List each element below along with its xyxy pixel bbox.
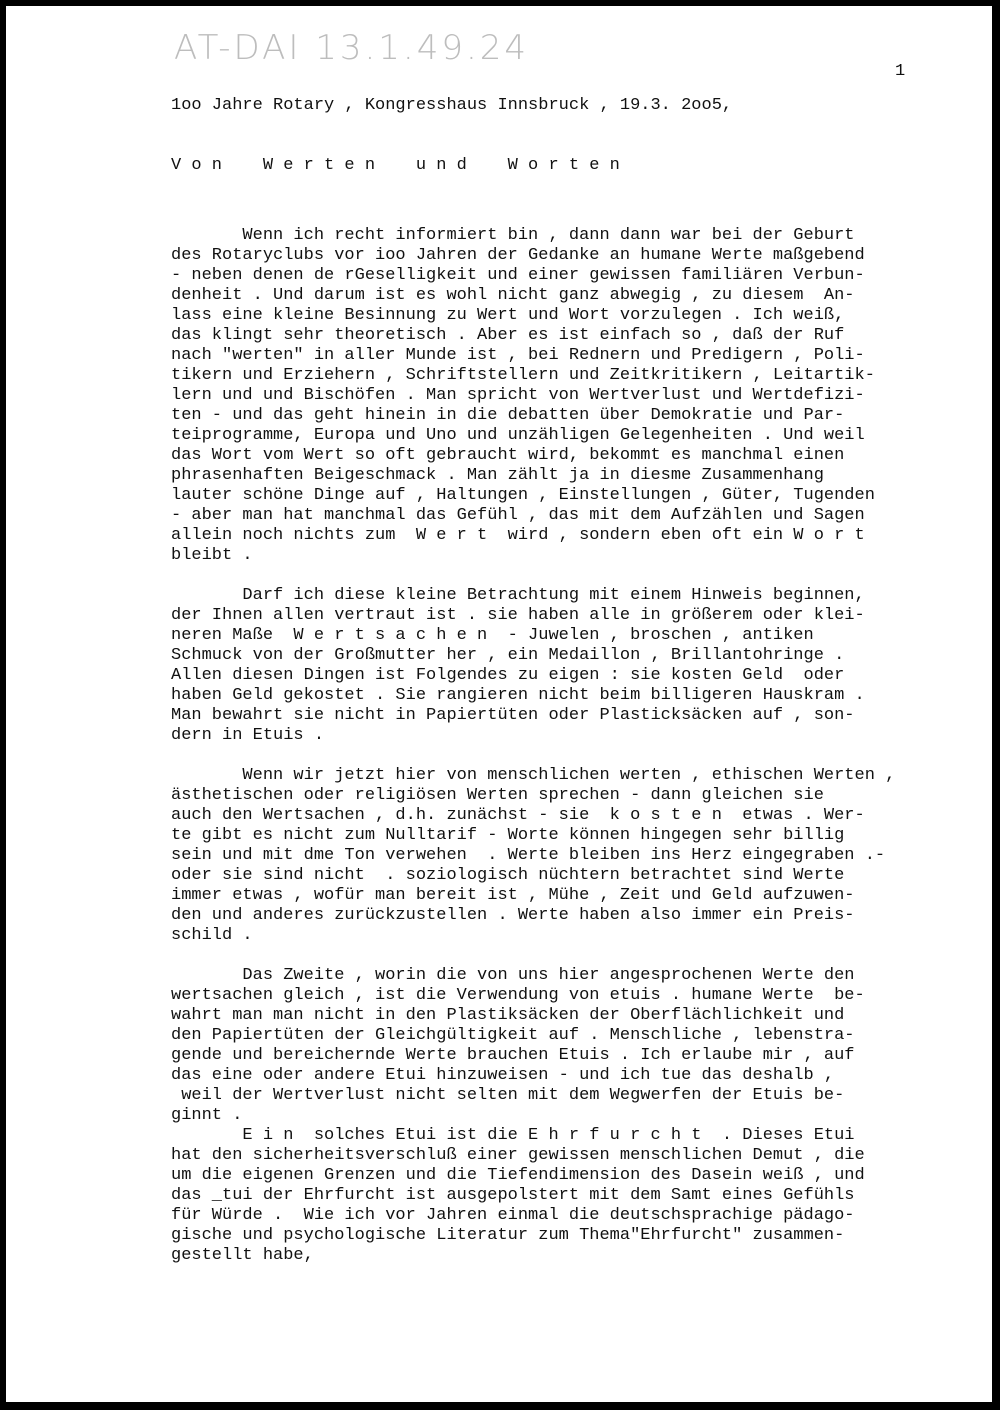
text-line: nach "werten" in aller Munde ist , bei Rednern und Predigern , Poli- xyxy=(171,346,865,365)
text-line: hat den sicherheitsverschluß einer gewissen menschlichen Demut , die xyxy=(171,1146,865,1165)
text-line: das eine oder andere Etui hinzuweisen - und ich tue das deshalb , xyxy=(171,1066,835,1085)
text-line: gende und bereichernde Werte brauchen Etuis . Ich erlaube mir , auf xyxy=(171,1046,855,1065)
text-line: Schmuck von der Großmutter her , ein Medaillon , Brillantohringe . xyxy=(171,646,845,665)
text-line: das Wort vom Wert so oft gebraucht wird, bekommt es manchmal einen xyxy=(171,446,845,465)
text-line: ginnt . xyxy=(171,1106,243,1125)
text-line: ten - und das geht hinein in die debatten über Demokratie und Par- xyxy=(171,406,845,425)
text-line: Das Zweite , worin die von uns hier angesprochenen Werte den xyxy=(171,966,855,985)
text-line: haben Geld gekostet . Sie rangieren nicht beim billigeren Hauskram . xyxy=(171,686,865,705)
text-line: oder sie sind nicht . soziologisch nüchtern betrachtet sind Werte xyxy=(171,866,845,885)
text-line: den Papiertüten der Gleichgültigkeit auf . Menschliche , lebenstra- xyxy=(171,1026,855,1045)
text-line: phrasenhaften Beigeschmack . Man zählt ja in diesme Zusammenhang xyxy=(171,466,824,485)
text-line: den und anderes zurückzustellen . Werte haben also immer ein Preis- xyxy=(171,906,855,925)
text-line: Wenn wir jetzt hier von menschlichen werten , ethischen Werten , xyxy=(171,766,896,785)
text-line: auch den Wertsachen , d.h. zunächst - sie k o s t e n etwas . Wer- xyxy=(171,806,865,825)
text-line: Wenn ich recht informiert bin , dann dann war bei der Geburt xyxy=(171,226,855,245)
text-line: teiprogramme, Europa und Uno und unzähligen Gelegenheiten . Und weil xyxy=(171,426,865,445)
text-line: Allen diesen Dingen ist Folgendes zu eigen : sie kosten Geld oder xyxy=(171,666,845,685)
text-line: lass eine kleine Besinnung zu Wert und Wort vorzulegen . Ich weiß, xyxy=(171,306,845,325)
archive-stamp: AT-DAI 13.1.49.24 xyxy=(174,28,530,68)
text-line: denheit . Und darum ist es wohl nicht ganz abwegig , zu diesem An- xyxy=(171,286,855,305)
page-number: 1 xyxy=(895,62,906,81)
text-line: Man bewahrt sie nicht in Papiertüten oder Plasticksäcken auf , son- xyxy=(171,706,855,725)
text-line: immer etwas , wofür man bereit ist , Mühe , Zeit und Geld aufzuwen- xyxy=(171,886,855,905)
text-line: um die eigenen Grenzen und die Tiefendimension des Dasein weiß , und xyxy=(171,1166,865,1185)
text-line: gestellt habe, xyxy=(171,1246,314,1265)
text-line: lern und und Bischöfen . Man spricht von Wertverlust und Wertdefizi- xyxy=(171,386,865,405)
text-line: te gibt es nicht zum Nulltarif - Worte können hingegen sehr billig xyxy=(171,826,845,845)
paragraph-gap xyxy=(171,746,895,766)
text-line: allein noch nichts zum W e r t wird , sondern eben oft ein W o r t xyxy=(171,526,865,545)
text-line: des Rotaryclubs vor ioo Jahren der Gedanke an humane Werte maßgebend xyxy=(171,246,865,265)
document-title: V o n W e r t e n u n d W o r t e n xyxy=(171,156,620,175)
document-header: 1oo Jahre Rotary , Kongresshaus Innsbruck , 19.3. 2oo5, xyxy=(171,96,733,115)
document-page xyxy=(6,6,992,1402)
text-line: neren Maße W e r t s a c h e n - Juwelen , broschen , antiken xyxy=(171,626,814,645)
text-line: lauter schöne Dinge auf , Haltungen , Einstellungen , Güter, Tugenden xyxy=(171,486,875,505)
paragraph-gap xyxy=(171,566,895,586)
body-text xyxy=(171,226,895,1266)
text-line: wertsachen gleich , ist die Verwendung von etuis . humane Werte be- xyxy=(171,986,865,1005)
text-line: E i n solches Etui ist die E h r f u r c h t . Dieses Etui xyxy=(171,1126,855,1145)
text-line: dern in Etuis . xyxy=(171,726,325,745)
text-line: wahrt man man nicht in den Plastiksäcken der Oberflächlichkeit und xyxy=(171,1006,845,1025)
text-line: bleibt . xyxy=(171,546,253,565)
text-line: - neben denen de rGeselligkeit und einer gewissen familiären Verbun- xyxy=(171,266,865,285)
paragraph-gap xyxy=(171,946,895,966)
text-line: weil der Wertverlust nicht selten mit dem Wegwerfen der Etuis be- xyxy=(171,1086,845,1105)
text-line: das _tui der Ehrfurcht ist ausgepolstert mit dem Samt eines Gefühls xyxy=(171,1186,855,1205)
text-line: tikern und Erziehern , Schriftstellern und Zeitkritikern , Leitartik- xyxy=(171,366,875,385)
text-line: gische und psychologische Literatur zum Thema"Ehrfurcht" zusammen- xyxy=(171,1226,845,1245)
text-line: Darf ich diese kleine Betrachtung mit einem Hinweis beginnen, xyxy=(171,586,865,605)
text-line: das klingt sehr theoretisch . Aber es ist einfach so , daß der Ruf xyxy=(171,326,845,345)
text-line: der Ihnen allen vertraut ist . sie haben alle in größerem oder klei- xyxy=(171,606,865,625)
text-line: schild . xyxy=(171,926,253,945)
text-line: ästhetischen oder religiösen Werten sprechen - dann gleichen sie xyxy=(171,786,824,805)
text-line: für Würde . Wie ich vor Jahren einmal die deutschsprachige pädago- xyxy=(171,1206,855,1225)
text-line: sein und mit dme Ton verwehen . Werte bleiben ins Herz eingegraben .- xyxy=(171,846,886,865)
text-line: - aber man hat manchmal das Gefühl , das mit dem Aufzählen und Sagen xyxy=(171,506,865,525)
